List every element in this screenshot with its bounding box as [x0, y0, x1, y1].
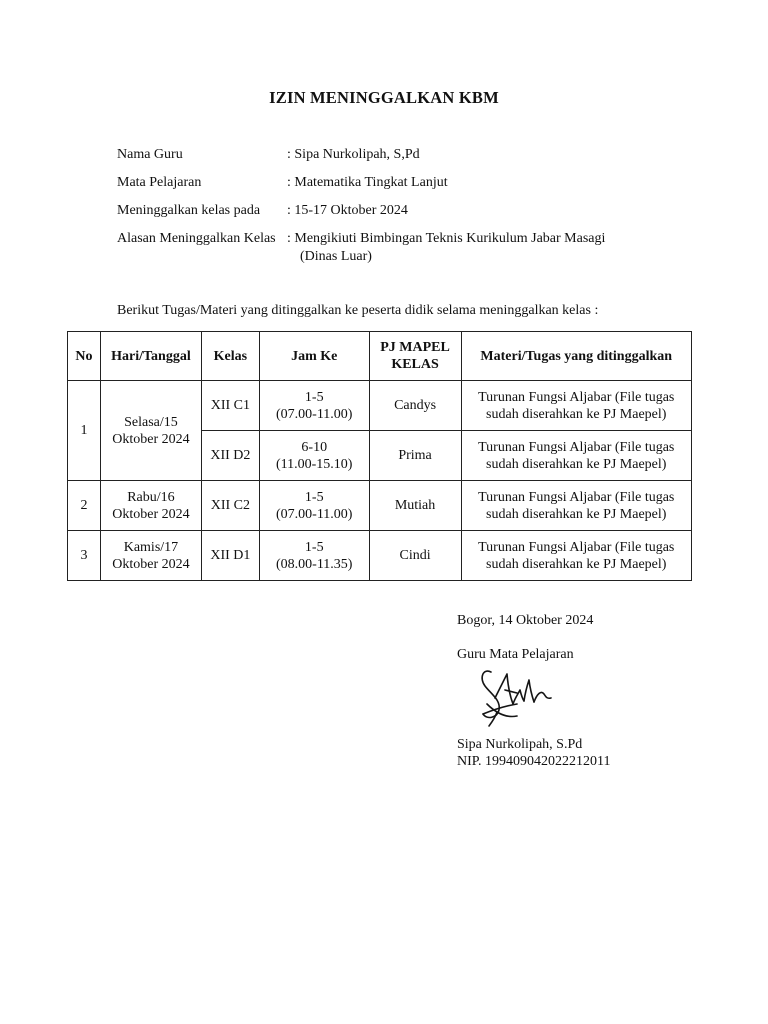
header-no: No: [68, 332, 101, 381]
cell-day-date: Kamis/17 Oktober 2024: [100, 531, 201, 581]
header-class: Kelas: [201, 332, 259, 381]
signer-nip: NIP. 199409042022212011: [457, 754, 611, 769]
cell-material: Turunan Fungsi Aljabar (File tugas sudah diserahkan ke PJ Maepel): [461, 481, 692, 531]
cell-period: 1-5 (08.00-11.35): [259, 531, 369, 581]
signer-role: Guru Mata Pelajaran: [457, 647, 574, 662]
cell-no: 2: [68, 481, 101, 531]
cell-pj: Mutiah: [369, 481, 461, 531]
cell-material: Turunan Fungsi Aljabar (File tugas sudah diserahkan ke PJ Maepel): [461, 381, 692, 431]
info-value: [287, 230, 605, 266]
cell-pj: Prima: [369, 431, 461, 481]
intro-text: Berikut Tugas/Materi yang ditinggalkan ke peserta didik selama meninggalkan kelas :: [117, 303, 599, 318]
assignment-table: [67, 331, 692, 581]
reason-text: : Mengikiuti Bimbingan Teknis Kurikulum Jabar Masagi: [287, 231, 606, 246]
table-row: [68, 381, 692, 431]
reason-continuation: (Dinas Luar): [300, 249, 372, 264]
cell-class: XII C1: [201, 381, 259, 431]
header-pj-mapel: PJ MAPEL KELAS: [369, 332, 461, 381]
info-label: Nama Guru: [117, 147, 183, 162]
info-label: Alasan Meninggalkan Kelas: [117, 231, 276, 246]
table-header-row: [68, 332, 692, 381]
table-row: [68, 531, 692, 581]
cell-period: 6-10 (11.00-15.10): [259, 431, 369, 481]
header-day-date: Hari/Tanggal: [100, 332, 201, 381]
cell-material: Turunan Fungsi Aljabar (File tugas sudah diserahkan ke PJ Maepel): [461, 431, 692, 481]
info-value: : Matematika Tingkat Lanjut: [287, 175, 448, 190]
signer-name: Sipa Nurkolipah, S.Pd: [457, 737, 583, 752]
cell-class: XII D1: [201, 531, 259, 581]
handwritten-signature-icon: [477, 664, 557, 735]
cell-material: Turunan Fungsi Aljabar (File tugas sudah diserahkan ke PJ Maepel): [461, 531, 692, 581]
cell-class: XII C2: [201, 481, 259, 531]
header-period: Jam Ke: [259, 332, 369, 381]
cell-class: XII D2: [201, 431, 259, 481]
cell-day-date: Rabu/16 Oktober 2024: [100, 481, 201, 531]
info-label: Mata Pelajaran: [117, 175, 202, 190]
header-material: Materi/Tugas yang ditinggalkan: [461, 332, 692, 381]
place-date: Bogor, 14 Oktober 2024: [457, 613, 594, 628]
cell-day-date: Selasa/15 Oktober 2024: [100, 381, 201, 481]
document-title: IZIN MENINGGALKAN KBM: [269, 88, 499, 107]
cell-pj: Cindi: [369, 531, 461, 581]
cell-period: 1-5 (07.00-11.00): [259, 381, 369, 431]
cell-no: 3: [68, 531, 101, 581]
cell-period: 1-5 (07.00-11.00): [259, 481, 369, 531]
cell-pj: Candys: [369, 381, 461, 431]
info-value: : Sipa Nurkolipah, S,Pd: [287, 147, 420, 162]
info-label: Meninggalkan kelas pada: [117, 203, 261, 218]
info-value: : 15-17 Oktober 2024: [287, 203, 408, 218]
cell-no: 1: [68, 381, 101, 481]
table-row: [68, 481, 692, 531]
